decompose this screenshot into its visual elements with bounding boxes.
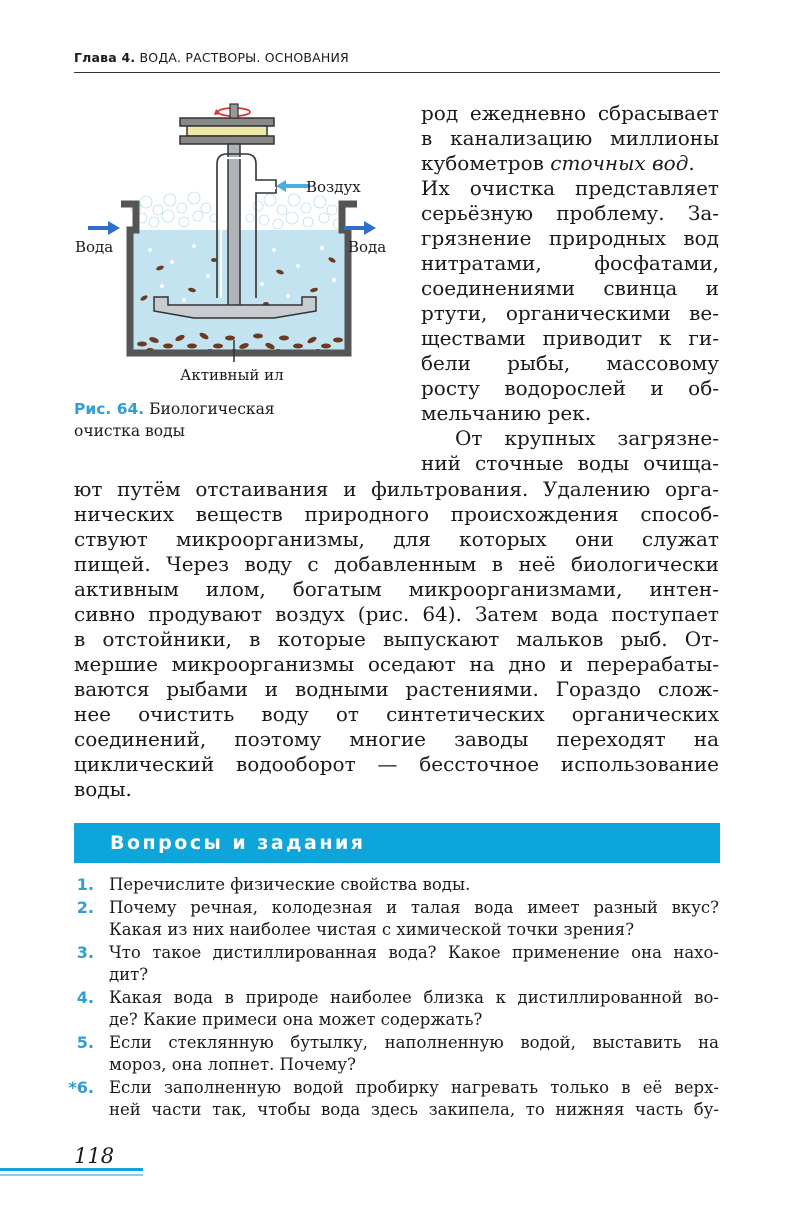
water-out-arrowhead-icon bbox=[364, 221, 376, 235]
figure-64 bbox=[74, 100, 404, 390]
question-number: *6. bbox=[68, 1078, 94, 1097]
text-line: сивно продувают воздух (рис. 64). Затем вода поступает bbox=[74, 602, 719, 626]
text-line: пищей. Через воду с добавленным в неё биологически bbox=[74, 552, 719, 576]
text-line: в отстойники, в которые выпускают мальков рыб. От- bbox=[74, 627, 719, 651]
footer-bar-light bbox=[0, 1174, 143, 1176]
text-line: нее очистить воду от синтетических органических bbox=[74, 702, 719, 726]
text-fragment: . bbox=[688, 151, 695, 175]
question-line: Какая из них наиболее чистая с химической точки зрения? bbox=[109, 920, 635, 939]
caption-line1: Биологическая bbox=[149, 400, 275, 418]
footer-bar bbox=[0, 1168, 143, 1171]
question-number: 3. bbox=[76, 943, 94, 962]
question-line: дит? bbox=[109, 965, 149, 984]
text-line bbox=[421, 151, 719, 176]
question-number: 4. bbox=[76, 988, 94, 1007]
label-water-out: Вода bbox=[348, 238, 387, 256]
text-line: ний сточные воды очища- bbox=[421, 451, 719, 475]
question-line: ней части так, чтобы вода здесь закипела, то нижняя часть бу- bbox=[109, 1100, 719, 1119]
water-in-arrowhead-icon bbox=[108, 221, 120, 235]
text-line: мершие микроорганизмы оседают на дно и перерабаты- bbox=[74, 652, 719, 676]
shaft-top bbox=[230, 104, 238, 118]
chapter-label: Глава 4. bbox=[74, 50, 136, 65]
text-line: ствуют микроорганизмы, для которых они служат bbox=[74, 527, 719, 551]
question-line: Если стеклянную бутылку, наполненную водой, выставить на bbox=[109, 1033, 719, 1052]
questions-heading: Вопросы и задания bbox=[74, 823, 720, 863]
text-line: ртути, органическими ве- bbox=[421, 301, 719, 325]
paragraph-indent-line: От крупных загрязне- bbox=[455, 426, 719, 450]
text-line: соединениями свинца и bbox=[421, 276, 719, 300]
text-line: бели рыбы, массовому bbox=[421, 351, 719, 375]
air-arrowhead-icon bbox=[276, 180, 286, 192]
text-line: активным илом, богатым микроорганизмами, интен- bbox=[74, 577, 719, 601]
running-header bbox=[74, 50, 720, 73]
text-line: мельчанию рек. bbox=[421, 401, 592, 425]
label-water-in: Вода bbox=[75, 238, 114, 256]
figure-caption bbox=[74, 398, 394, 442]
text-line: в канализацию миллионы bbox=[421, 126, 719, 150]
text-line: соединений, поэтому многие заводы переходят на bbox=[74, 727, 719, 751]
text-line: серьёзную проблему. За- bbox=[421, 201, 719, 225]
rotor-middle bbox=[187, 126, 267, 136]
question-line: Перечислите физические свойства воды. bbox=[109, 875, 471, 894]
text-line: род ежедневно сбрасывает bbox=[421, 101, 719, 125]
question-line: Какая вода в природе наиболее близка к дистиллированной во- bbox=[109, 988, 719, 1007]
text-line: ществами приводит к ги- bbox=[421, 326, 719, 350]
rotor-top bbox=[180, 118, 274, 126]
caption-line2: очистка воды bbox=[74, 422, 185, 440]
question-number: 1. bbox=[76, 875, 94, 894]
text-line: Их очистка представляет bbox=[421, 176, 719, 200]
text-line: циклический водооборот — бессточное использование bbox=[74, 752, 719, 776]
label-air: Воздух bbox=[306, 178, 361, 196]
text-line: нических веществ природного происхождения способ- bbox=[74, 502, 719, 526]
rotor-bottom bbox=[180, 136, 274, 144]
label-sludge: Активный ил bbox=[180, 366, 284, 384]
aerator-shaft bbox=[228, 144, 240, 312]
question-line: Почему речная, колодезная и талая вода имеет разный вкус? bbox=[109, 898, 719, 917]
question-number: 2. bbox=[76, 898, 94, 917]
text-line: воды. bbox=[74, 777, 132, 801]
chapter-title: ВОДА. РАСТВОРЫ. ОСНОВАНИЯ bbox=[139, 50, 349, 65]
text-line: ют путём отстаивания и фильтрования. Удалению орга- bbox=[74, 477, 719, 501]
text-line: нитратами, фосфатами, bbox=[421, 251, 719, 275]
question-line: мороз, она лопнет. Почему? bbox=[109, 1055, 356, 1074]
question-number: 5. bbox=[76, 1033, 94, 1052]
text-fragment: кубометров bbox=[421, 151, 551, 175]
emphasis-term: сточных вод bbox=[550, 151, 689, 175]
caption-number: Рис. 64. bbox=[74, 400, 145, 418]
text-line: ваются рыбами и водными растениями. Гораздо слож- bbox=[74, 677, 719, 701]
question-line: де? Какие примеси она может содержать? bbox=[109, 1010, 483, 1029]
text-line: росту водорослей и об- bbox=[421, 376, 719, 400]
question-line: Что такое дистиллированная вода? Какое применение она нахо- bbox=[109, 943, 719, 962]
question-line: Если заполненную водой пробирку нагревать только в её верх- bbox=[109, 1078, 719, 1097]
page-number: 118 bbox=[74, 1144, 115, 1168]
text-line: грязнение природных вод bbox=[421, 226, 719, 250]
